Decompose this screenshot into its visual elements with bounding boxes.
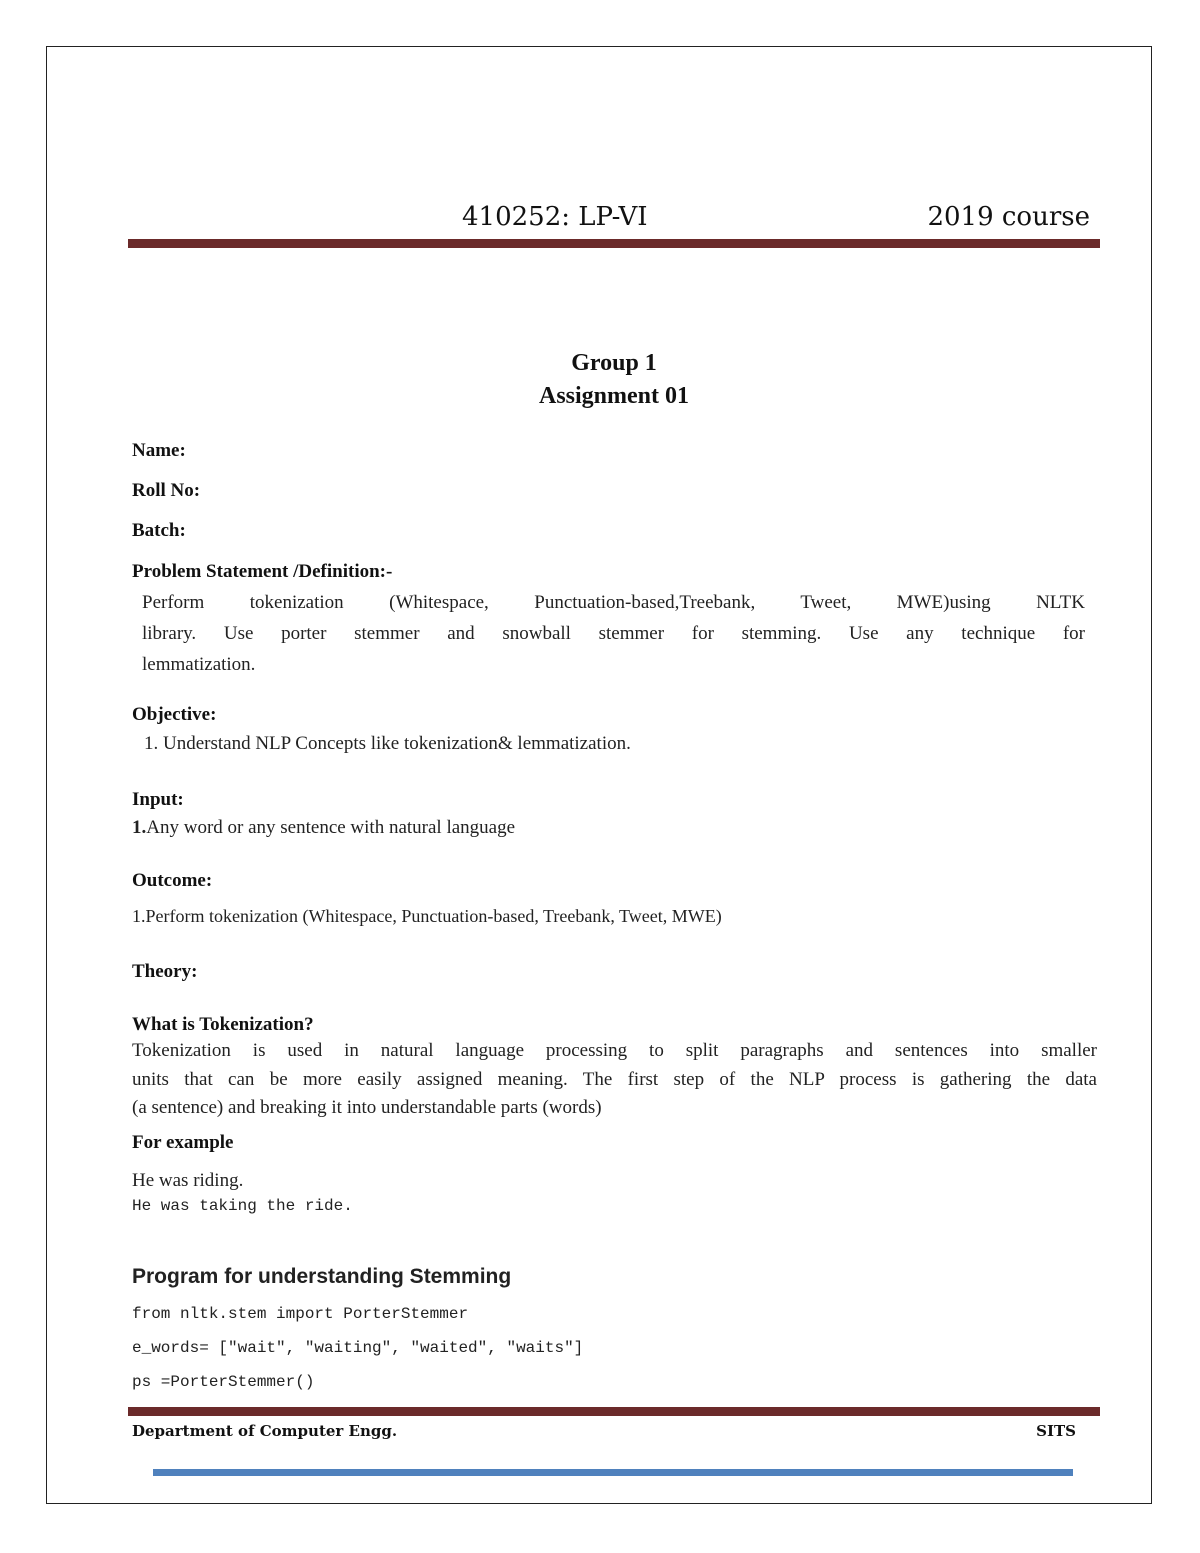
tokenization-line-1: Tokenization is used in natural language processing to split paragraphs and sentences into smaller [132, 1040, 1097, 1061]
input-item-number: 1. [132, 817, 147, 838]
input-item-text: Any word or any sentence with natural language [146, 817, 516, 838]
code-line-3: ps =PorterStemmer() [132, 1373, 315, 1391]
course-code: 410252: LP-VI [462, 202, 648, 232]
problem-line-1: Perform tokenization (Whitespace, Punctuation-based,Treebank, Tweet, MWE)using NLTK [142, 592, 1085, 613]
example-code-sentence: He was taking the ride. [132, 1197, 353, 1215]
code-line-1: from nltk.stem import PorterStemmer [132, 1305, 469, 1323]
footer-department: Department of Computer Engg. [132, 1422, 398, 1440]
objective-item: 1. Understand NLP Concepts like tokenization& lemmatization. [144, 733, 631, 754]
header-rule [128, 239, 1100, 248]
tokenization-heading: What is Tokenization? [132, 1014, 314, 1035]
problem-heading: Problem Statement /Definition:- [132, 561, 393, 582]
tokenization-line-3: (a sentence) and breaking it into understandable parts (words) [132, 1097, 602, 1118]
input-item [132, 817, 515, 839]
code-line-2: e_words= ["wait", "waiting", "waited", "waits"] [132, 1339, 584, 1357]
input-heading: Input: [132, 789, 184, 810]
theory-heading: Theory: [132, 961, 198, 982]
problem-line-2: library. Use porter stemmer and snowball stemmer for stemming. Use any technique for [142, 623, 1085, 644]
course-year: 2019 course [927, 202, 1090, 232]
example-heading: For example [132, 1132, 234, 1153]
problem-line-3: lemmatization. [142, 654, 256, 675]
program-heading: Program for understanding Stemming [132, 1265, 512, 1288]
footer-rule [128, 1407, 1100, 1416]
assignment-title: Assignment 01 [538, 383, 689, 409]
group-title: Group 1 [571, 350, 657, 376]
example-sentence: He was riding. [132, 1170, 244, 1191]
name-label: Name: [132, 440, 186, 461]
outcome-heading: Outcome: [132, 870, 213, 891]
batch-label: Batch: [132, 520, 186, 541]
tokenization-line-2: units that can be more easily assigned meaning. The first step of the NLP process is gathering the data [132, 1069, 1097, 1090]
roll-no-label: Roll No: [132, 480, 201, 501]
footer-blue-rule [153, 1469, 1073, 1476]
footer-institute: SITS [1036, 1422, 1076, 1440]
outcome-item: 1.Perform tokenization (Whitespace, Punctuation-based, Treebank, Tweet, MWE) [132, 906, 722, 926]
objective-heading: Objective: [132, 704, 217, 725]
